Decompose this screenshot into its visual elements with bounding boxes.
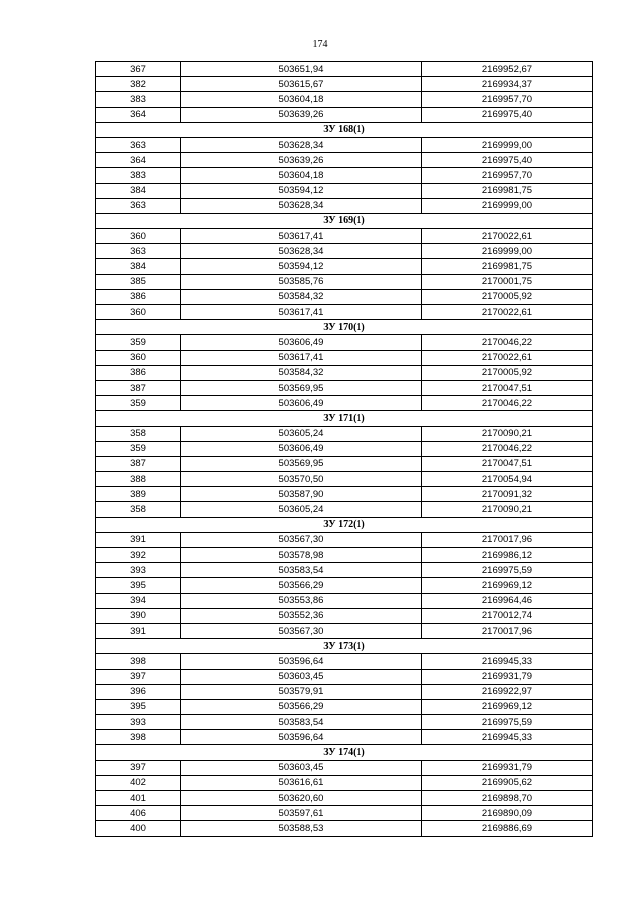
x-coordinate-cell: 503566,29	[181, 699, 422, 714]
point-number-cell: 383	[96, 92, 181, 107]
section-title: ЗУ 172(1)	[96, 517, 593, 532]
x-coordinate-cell: 503584,32	[181, 289, 422, 304]
table-row	[96, 775, 593, 790]
point-number-cell: 398	[96, 730, 181, 745]
y-coordinate-cell: 2170017,96	[422, 623, 593, 638]
x-coordinate-cell: 503567,30	[181, 623, 422, 638]
point-number-cell: 391	[96, 532, 181, 547]
y-coordinate-cell: 2169945,33	[422, 654, 593, 669]
section-header-row	[96, 320, 593, 335]
section-header-row	[96, 213, 593, 228]
x-coordinate-cell: 503639,26	[181, 107, 422, 122]
table-row	[96, 487, 593, 502]
point-number-cell: 360	[96, 305, 181, 320]
y-coordinate-cell: 2170001,75	[422, 274, 593, 289]
table-row	[96, 289, 593, 304]
point-number-cell: 406	[96, 806, 181, 821]
table-row	[96, 730, 593, 745]
x-coordinate-cell: 503567,30	[181, 532, 422, 547]
section-title: ЗУ 174(1)	[96, 745, 593, 760]
point-number-cell: 389	[96, 487, 181, 502]
point-number-cell: 363	[96, 137, 181, 152]
table-row	[96, 198, 593, 213]
y-coordinate-cell: 2170090,21	[422, 502, 593, 517]
point-number-cell: 385	[96, 274, 181, 289]
x-coordinate-cell: 503552,36	[181, 608, 422, 623]
section-title: ЗУ 168(1)	[96, 122, 593, 137]
table-row	[96, 578, 593, 593]
point-number-cell: 364	[96, 153, 181, 168]
point-number-cell: 359	[96, 396, 181, 411]
point-number-cell: 401	[96, 791, 181, 806]
y-coordinate-cell: 2170090,21	[422, 426, 593, 441]
y-coordinate-cell: 2169981,75	[422, 183, 593, 198]
x-coordinate-cell: 503615,67	[181, 77, 422, 92]
x-coordinate-cell: 503628,34	[181, 198, 422, 213]
table-row	[96, 244, 593, 259]
point-number-cell: 360	[96, 229, 181, 244]
table-row	[96, 608, 593, 623]
section-title: ЗУ 169(1)	[96, 213, 593, 228]
table-row	[96, 62, 593, 77]
y-coordinate-cell: 2169898,70	[422, 791, 593, 806]
x-coordinate-cell: 503594,12	[181, 259, 422, 274]
x-coordinate-cell: 503569,95	[181, 456, 422, 471]
point-number-cell: 359	[96, 441, 181, 456]
table-row	[96, 350, 593, 365]
point-number-cell: 360	[96, 350, 181, 365]
y-coordinate-cell: 2169986,12	[422, 548, 593, 563]
point-number-cell: 363	[96, 244, 181, 259]
x-coordinate-cell: 503584,32	[181, 365, 422, 380]
point-number-cell: 396	[96, 684, 181, 699]
table-row	[96, 229, 593, 244]
x-coordinate-cell: 503606,49	[181, 335, 422, 350]
x-coordinate-cell: 503616,61	[181, 775, 422, 790]
y-coordinate-cell: 2169975,40	[422, 153, 593, 168]
point-number-cell: 367	[96, 62, 181, 77]
y-coordinate-cell: 2169957,70	[422, 168, 593, 183]
point-number-cell: 387	[96, 380, 181, 395]
section-header-row	[96, 639, 593, 654]
x-coordinate-cell: 503605,24	[181, 426, 422, 441]
x-coordinate-cell: 503566,29	[181, 578, 422, 593]
point-number-cell: 394	[96, 593, 181, 608]
table-row	[96, 426, 593, 441]
table-row	[96, 77, 593, 92]
x-coordinate-cell: 503604,18	[181, 168, 422, 183]
y-coordinate-cell: 2169886,69	[422, 821, 593, 836]
point-number-cell: 397	[96, 669, 181, 684]
section-title: ЗУ 171(1)	[96, 411, 593, 426]
y-coordinate-cell: 2170017,96	[422, 532, 593, 547]
y-coordinate-cell: 2169964,46	[422, 593, 593, 608]
table-row	[96, 472, 593, 487]
x-coordinate-cell: 503588,53	[181, 821, 422, 836]
point-number-cell: 358	[96, 502, 181, 517]
coordinates-table	[95, 61, 593, 837]
table-row	[96, 335, 593, 350]
y-coordinate-cell: 2169945,33	[422, 730, 593, 745]
y-coordinate-cell: 2170046,22	[422, 441, 593, 456]
x-coordinate-cell: 503579,91	[181, 684, 422, 699]
x-coordinate-cell: 503569,95	[181, 380, 422, 395]
point-number-cell: 391	[96, 623, 181, 638]
table-row	[96, 305, 593, 320]
table-row	[96, 532, 593, 547]
x-coordinate-cell: 503553,86	[181, 593, 422, 608]
table-row	[96, 92, 593, 107]
y-coordinate-cell: 2169999,00	[422, 198, 593, 213]
x-coordinate-cell: 503570,50	[181, 472, 422, 487]
x-coordinate-cell: 503596,64	[181, 654, 422, 669]
table-row	[96, 669, 593, 684]
table-row	[96, 699, 593, 714]
table-row	[96, 153, 593, 168]
y-coordinate-cell: 2169999,00	[422, 137, 593, 152]
table-row	[96, 502, 593, 517]
table-row	[96, 380, 593, 395]
y-coordinate-cell: 2170047,51	[422, 456, 593, 471]
y-coordinate-cell: 2169931,79	[422, 669, 593, 684]
section-title: ЗУ 173(1)	[96, 639, 593, 654]
y-coordinate-cell: 2169975,59	[422, 563, 593, 578]
section-title: ЗУ 170(1)	[96, 320, 593, 335]
point-number-cell: 386	[96, 289, 181, 304]
point-number-cell: 388	[96, 472, 181, 487]
table-row	[96, 168, 593, 183]
y-coordinate-cell: 2169931,79	[422, 760, 593, 775]
y-coordinate-cell: 2170022,61	[422, 229, 593, 244]
y-coordinate-cell: 2169975,59	[422, 715, 593, 730]
point-number-cell: 398	[96, 654, 181, 669]
point-number-cell: 395	[96, 578, 181, 593]
section-header-row	[96, 745, 593, 760]
page-number: 174	[312, 39, 328, 50]
y-coordinate-cell: 2169922,97	[422, 684, 593, 699]
point-number-cell: 358	[96, 426, 181, 441]
x-coordinate-cell: 503628,34	[181, 137, 422, 152]
table-row	[96, 715, 593, 730]
x-coordinate-cell: 503628,34	[181, 244, 422, 259]
table-row	[96, 259, 593, 274]
y-coordinate-cell: 2170046,22	[422, 335, 593, 350]
y-coordinate-cell: 2170091,32	[422, 487, 593, 502]
point-number-cell: 393	[96, 715, 181, 730]
y-coordinate-cell: 2169981,75	[422, 259, 593, 274]
y-coordinate-cell: 2170047,51	[422, 380, 593, 395]
table-row	[96, 654, 593, 669]
x-coordinate-cell: 503606,49	[181, 441, 422, 456]
y-coordinate-cell: 2169952,67	[422, 62, 593, 77]
y-coordinate-cell: 2169957,70	[422, 92, 593, 107]
y-coordinate-cell: 2170054,94	[422, 472, 593, 487]
y-coordinate-cell: 2169969,12	[422, 578, 593, 593]
x-coordinate-cell: 503596,64	[181, 730, 422, 745]
x-coordinate-cell: 503617,41	[181, 350, 422, 365]
table-row	[96, 623, 593, 638]
x-coordinate-cell: 503585,76	[181, 274, 422, 289]
table-row	[96, 548, 593, 563]
y-coordinate-cell: 2170022,61	[422, 350, 593, 365]
x-coordinate-cell: 503603,45	[181, 760, 422, 775]
x-coordinate-cell: 503617,41	[181, 305, 422, 320]
x-coordinate-cell: 503606,49	[181, 396, 422, 411]
table-row	[96, 456, 593, 471]
y-coordinate-cell: 2169890,09	[422, 806, 593, 821]
table-row	[96, 684, 593, 699]
point-number-cell: 386	[96, 365, 181, 380]
point-number-cell: 387	[96, 456, 181, 471]
x-coordinate-cell: 503620,60	[181, 791, 422, 806]
point-number-cell: 383	[96, 168, 181, 183]
section-header-row	[96, 517, 593, 532]
point-number-cell: 384	[96, 183, 181, 198]
y-coordinate-cell: 2169969,12	[422, 699, 593, 714]
x-coordinate-cell: 503594,12	[181, 183, 422, 198]
y-coordinate-cell: 2169905,62	[422, 775, 593, 790]
point-number-cell: 363	[96, 198, 181, 213]
point-number-cell: 400	[96, 821, 181, 836]
table-row	[96, 821, 593, 836]
point-number-cell: 390	[96, 608, 181, 623]
x-coordinate-cell: 503578,98	[181, 548, 422, 563]
section-header-row	[96, 411, 593, 426]
table-row	[96, 183, 593, 198]
point-number-cell: 397	[96, 760, 181, 775]
table-row	[96, 107, 593, 122]
point-number-cell: 364	[96, 107, 181, 122]
table-row	[96, 441, 593, 456]
section-header-row	[96, 122, 593, 137]
y-coordinate-cell: 2170022,61	[422, 305, 593, 320]
table-row	[96, 593, 593, 608]
coordinates-table-body	[96, 62, 593, 837]
y-coordinate-cell: 2170005,92	[422, 289, 593, 304]
table-row	[96, 137, 593, 152]
x-coordinate-cell: 503587,90	[181, 487, 422, 502]
y-coordinate-cell: 2170012,74	[422, 608, 593, 623]
table-row	[96, 806, 593, 821]
table-row	[96, 396, 593, 411]
point-number-cell: 359	[96, 335, 181, 350]
point-number-cell: 395	[96, 699, 181, 714]
x-coordinate-cell: 503603,45	[181, 669, 422, 684]
y-coordinate-cell: 2170046,22	[422, 396, 593, 411]
point-number-cell: 393	[96, 563, 181, 578]
x-coordinate-cell: 503639,26	[181, 153, 422, 168]
table-row	[96, 791, 593, 806]
x-coordinate-cell: 503597,61	[181, 806, 422, 821]
point-number-cell: 384	[96, 259, 181, 274]
point-number-cell: 382	[96, 77, 181, 92]
y-coordinate-cell: 2169999,00	[422, 244, 593, 259]
y-coordinate-cell: 2170005,92	[422, 365, 593, 380]
x-coordinate-cell: 503583,54	[181, 563, 422, 578]
x-coordinate-cell: 503617,41	[181, 229, 422, 244]
x-coordinate-cell: 503651,94	[181, 62, 422, 77]
x-coordinate-cell: 503605,24	[181, 502, 422, 517]
y-coordinate-cell: 2169934,37	[422, 77, 593, 92]
x-coordinate-cell: 503604,18	[181, 92, 422, 107]
point-number-cell: 392	[96, 548, 181, 563]
table-row	[96, 274, 593, 289]
point-number-cell: 402	[96, 775, 181, 790]
table-row	[96, 365, 593, 380]
table-row	[96, 760, 593, 775]
table-row	[96, 563, 593, 578]
x-coordinate-cell: 503583,54	[181, 715, 422, 730]
y-coordinate-cell: 2169975,40	[422, 107, 593, 122]
